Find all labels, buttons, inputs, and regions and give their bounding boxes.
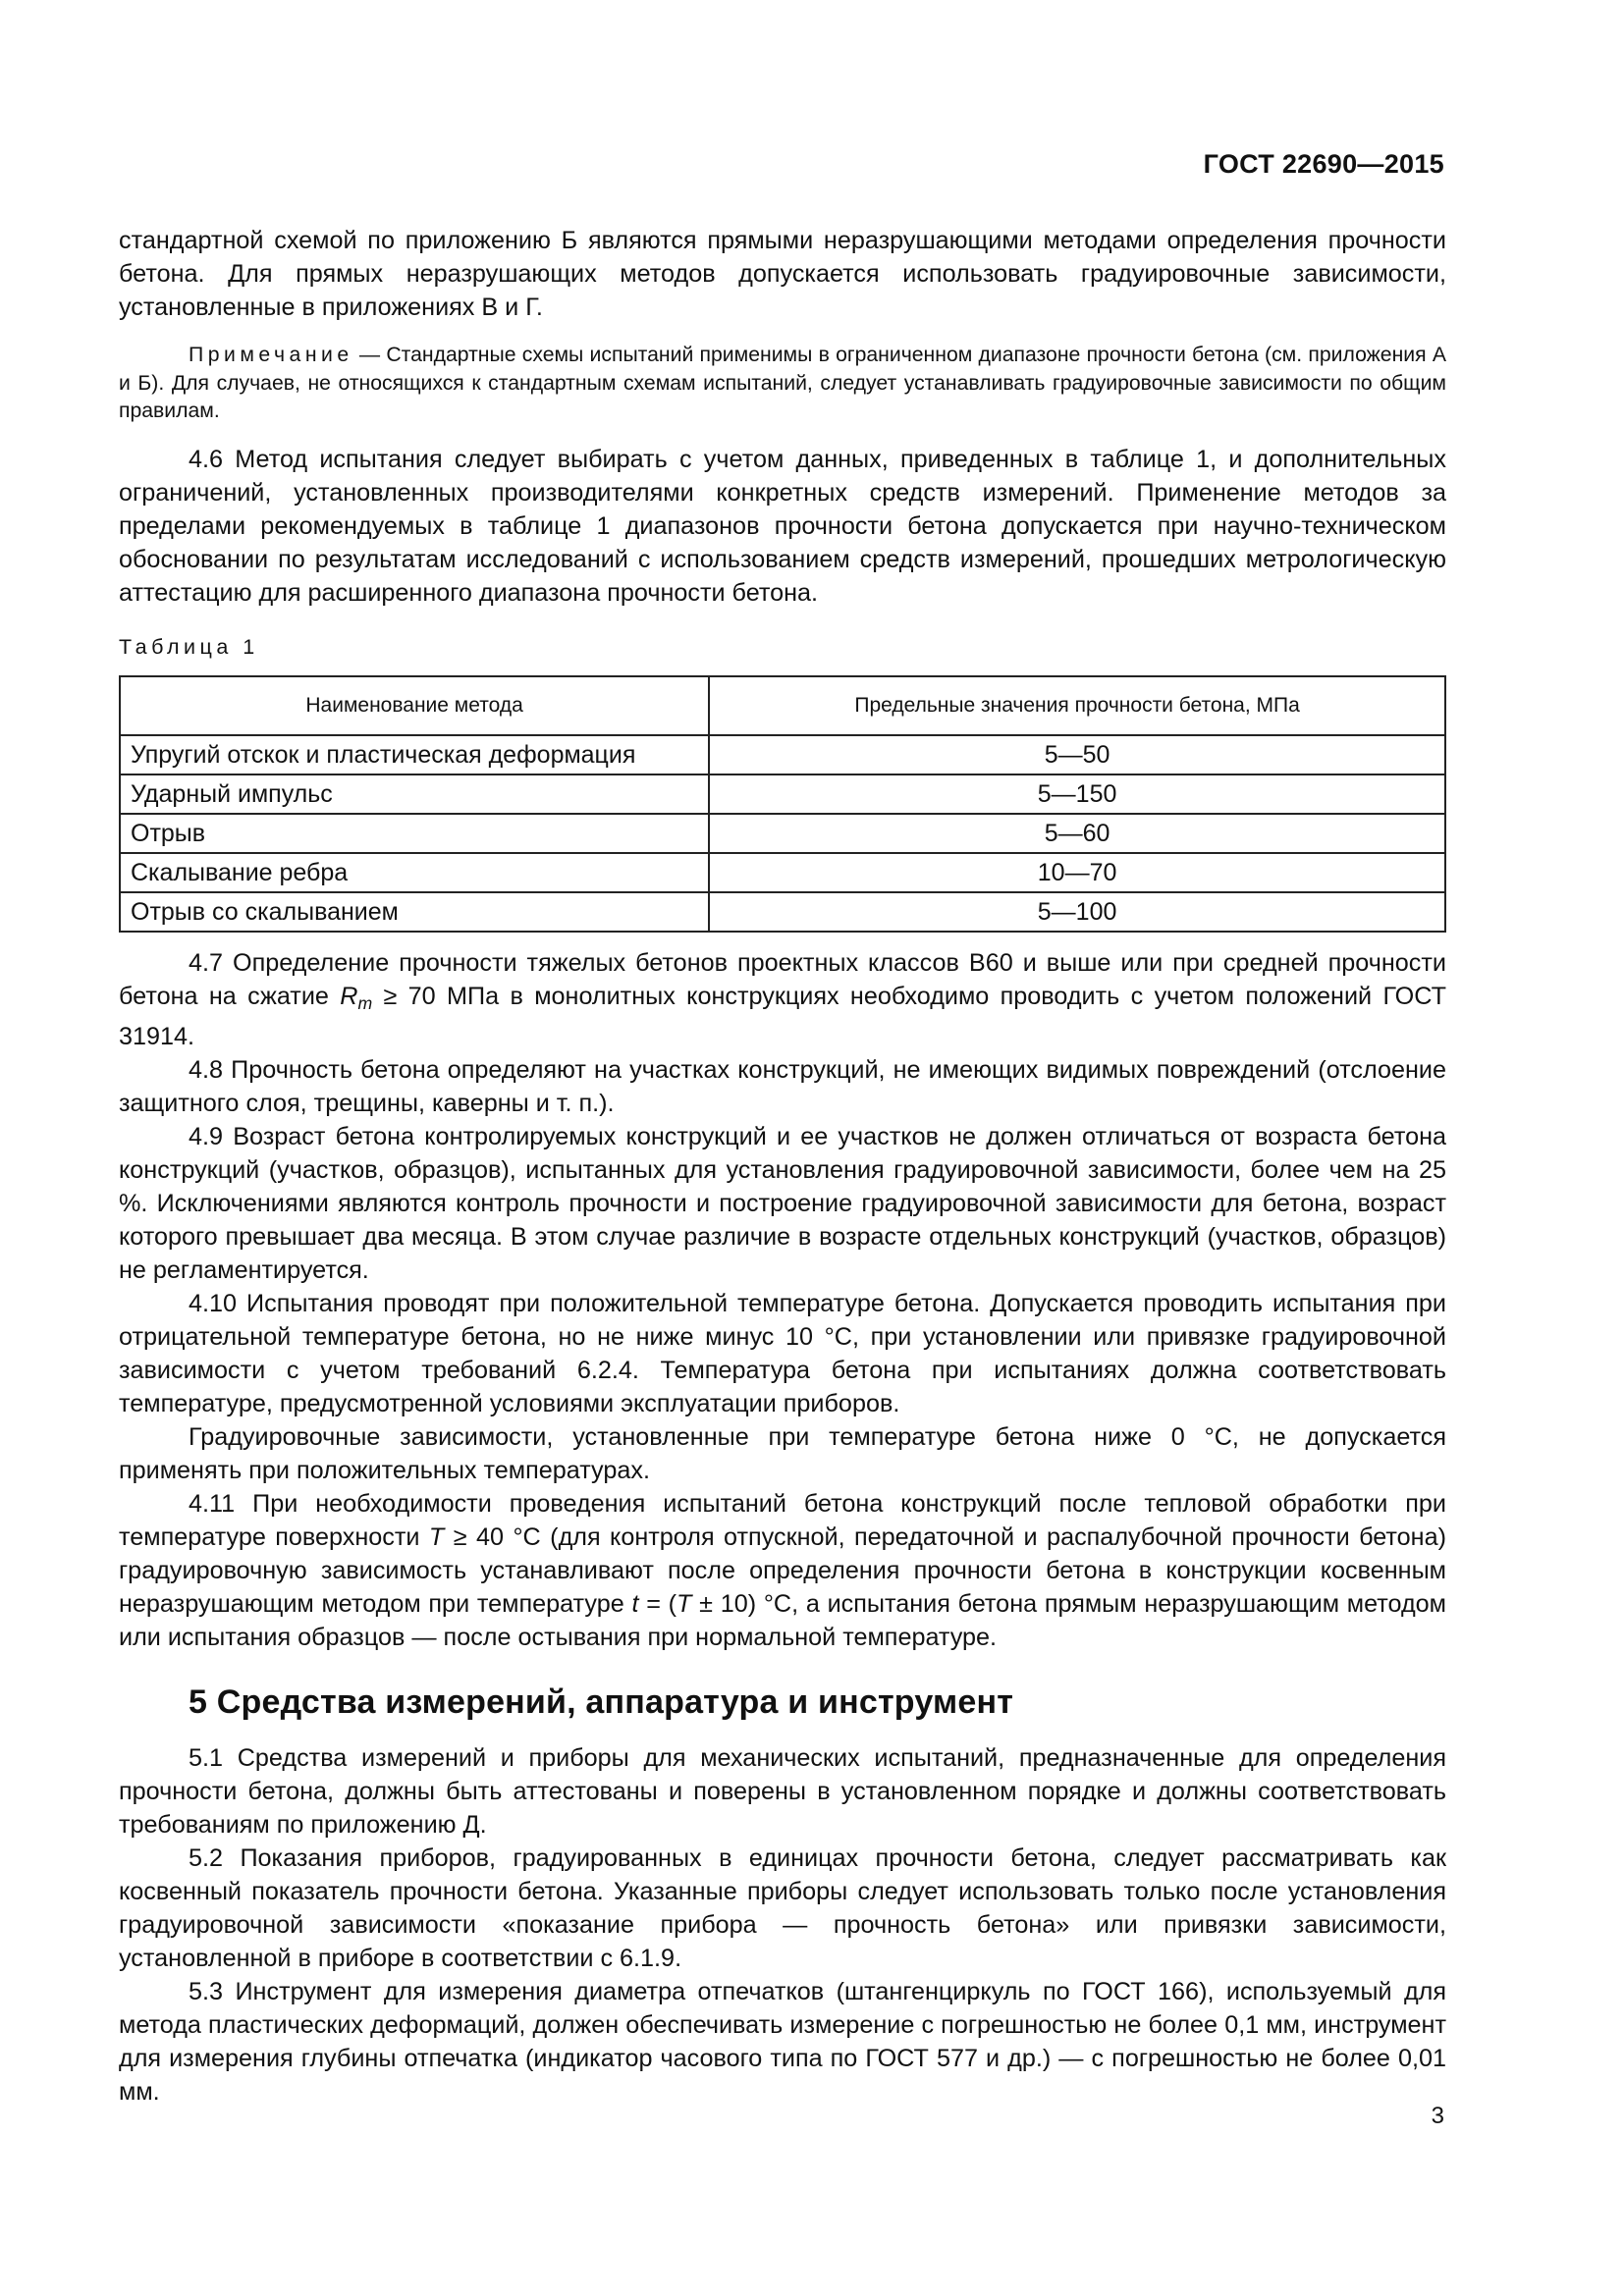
paragraph-4-10: 4.10 Испытания проводят при положительной температуре бетона. Допускается проводить испытания при отрицательной температуре бетона, но не ниже минус 10 °С, при установлении или привязке градуировочной зависимости с учетом требований 6.2.4. Температура бетона при испытаниях должна соответствовать температуре, предусмотренной условиями эксплуатации приборов. [119,1289,1446,1417]
paragraph-4-8: 4.8 Прочность бетона определяют на участках конструкций, не имеющих видимых повреждений (отслоение защитного слоя, трещины, каверны и т. п.). [119,1055,1446,1117]
table-header-method: Наименование метода [120,676,709,735]
page-content [119,224,1446,2109]
table-caption: Таблица 1 [119,634,259,659]
paragraph-4-9: 4.9 Возраст бетона контролируемых конструкций и ее участков не должен отличаться от возраста бетона конструкций (участков, образцов), испытанных для установления градуировочной зависимости, более чем на 25 %. Исключениями являются контроль прочности и построение градуировочной зависимости для бетона, возраст которого превышает два месяца. В этом случае различие в возрасте отдельных конструкций (участков, образцов) не регламентируется. [119,1122,1446,1284]
table-row [120,774,1445,814]
symbol-t: T [428,1522,445,1551]
table-cell-range: 5—150 [709,774,1445,814]
table-header-row [120,676,1445,735]
document-code: ГОСТ 22690—2015 [1203,149,1444,179]
paragraph-intro: стандартной схемой по приложению Б являются прямыми неразрушающими методами определения прочности бетона. Для прямых неразрушающих методов допускается использовать градуировочные зависимости, установленные в приложениях В и Г. [119,227,1446,321]
table-cell-method: Отрыв со скалыванием [120,892,709,932]
symbol-r: R [340,982,358,1010]
table-row [120,814,1445,853]
symbol-t-small: t [631,1589,639,1618]
table-cell-range: 5—50 [709,735,1445,774]
table-cell-method: Ударный импульс [120,774,709,814]
note-label: Примечание [189,344,353,366]
text-run: ≥ 70 МПа в монолитных конструкциях необходимо проводить с учетом положений ГОСТ 31914. [119,982,1446,1050]
methods-table [119,675,1446,933]
text-run: 4.11 При необходимости проведения испытаний бетона конструкций после тепловой обработки при температуре поверхности [119,1489,1446,1551]
table-row [120,853,1445,892]
paragraph-5-2: 5.2 Показания приборов, градуированных в единицах прочности бетона, следует рассматривать как косвенный показатель прочности бетона. Указанные приборы следует использовать только после установления градуировочной зависимости «показание прибора — прочность бетона» или привязки зависимости, установленной в приборе в соответствии с 6.1.9. [119,1843,1446,1972]
table-cell-range: 5—100 [709,892,1445,932]
text-run: = ( [638,1589,677,1618]
table-cell-range: 5—60 [709,814,1445,853]
note [119,342,1446,426]
symbol-m: m [357,992,373,1013]
table-cell-method: Отрыв [120,814,709,853]
paragraph-4-7 [119,946,1446,1053]
paragraph-4-6: 4.6 Метод испытания следует выбирать с учетом данных, приведенных в таблице 1, и дополнительных ограничений, установленных производителями конкретных средств измерений. Применение методов за пределами рекомендуемых в таблице 1 диапазонов прочности бетона допускается при научно-техническом обосновании по результатам исследований с использованием средств измерений, прошедших метрологическую аттестацию для расширенного диапазона прочности бетона. [119,445,1446,607]
note-text: — Стандартные схемы испытаний применимы в ограниченном диапазоне прочности бетона (см. приложения А и Б). Для случаев, не относящихся к стандартным схемам испытаний, следует устанавливать градуировочные зависимости по общим правилам. [119,344,1446,422]
table-row [120,892,1445,932]
text-run: ± 10) °С, а испытания бетона прямым неразрушающим методом или испытания образцов — после остывания при нормальной температуре. [119,1589,1447,1651]
table-cell-method: Упругий отскок и пластическая деформация [120,735,709,774]
section-5-heading: 5 Средства измерений, аппаратура и инструмент [189,1682,1014,1721]
symbol-t: T [677,1589,692,1618]
table-cell-range: 10—70 [709,853,1445,892]
table-row [120,735,1445,774]
text-run: 4.7 Определение прочности тяжелых бетонов проектных классов В60 и выше или при средней прочности бетона на сжатие [119,948,1446,1010]
paragraph-5-1: 5.1 Средства измерений и приборы для механических испытаний, предназначенные для определения прочности бетона, должны быть аттестованы и поверены в установленном порядке и должны соответствовать требованиям по приложению Д. [119,1743,1446,1839]
page-number: 3 [1431,2103,1444,2129]
paragraph-4-11 [119,1487,1446,1654]
text-run: ≥ 40 °С (для контроля отпускной, передаточной и распалубочной прочности бетона) градуировочную зависимость устанавливают после определения прочности бетона в конструкции косвенным неразрушающим методом при температуре [119,1522,1446,1618]
table-cell-method: Скалывание ребра [120,853,709,892]
paragraph-4-10b: Градуировочные зависимости, установленные при температуре бетона ниже 0 °С, не допускается применять при положительных температурах. [119,1422,1446,1484]
table-header-range: Предельные значения прочности бетона, МПа [709,676,1445,735]
paragraph-5-3: 5.3 Инструмент для измерения диаметра отпечатков (штангенциркуль по ГОСТ 166), используемый для метода пластических деформаций, должен обеспечивать измерение с погрешностью не более 0,1 мм, инструмент для измерения глубины отпечатка (индикатор часового типа по ГОСТ 577 и др.) — с погрешностью не более 0,01 мм. [119,1977,1446,2106]
